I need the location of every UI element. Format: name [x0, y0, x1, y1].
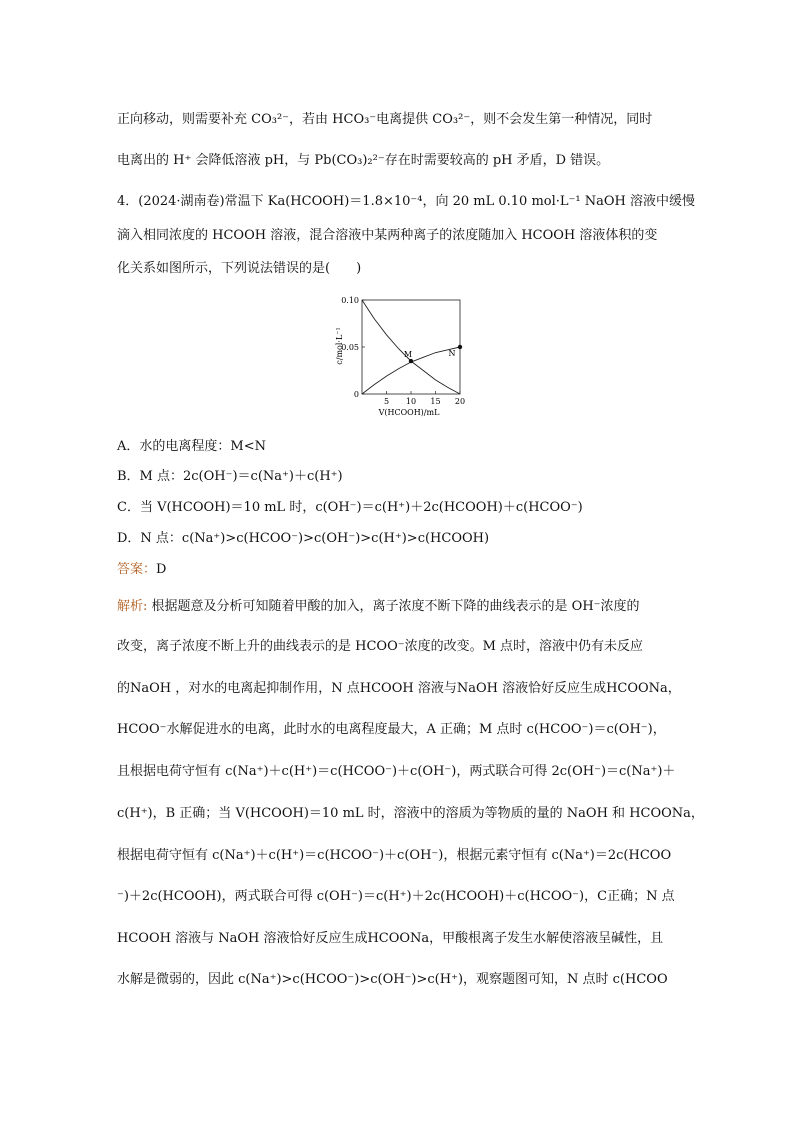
question-line-2: 滴入相同浓度的 HCOOH 溶液，混合溶液中某两种离子的浓度随加入 HCOOH 溶液体积的变 — [117, 228, 658, 243]
point-label-n: N — [448, 349, 456, 358]
analysis-line-7: 根据电荷守恒有 c(Na⁺)＋c(H⁺)＝c(HCOO⁻)＋c(OH⁻)，根据元素守恒有 c(Na⁺)＝2c(HCOO — [117, 848, 672, 863]
question-line-3: 化关系如图所示，下列说法错误的是( ) — [117, 261, 362, 276]
x-tick-label: 10 — [405, 397, 417, 406]
concentration-chart — [325, 290, 475, 420]
answer-value: D — [156, 562, 167, 577]
question-line-1: 4．(2024·湖南卷)常温下 Ka(HCOOH)＝1.8×10⁻⁴，向 20 mL 0.10 mol·L⁻¹ NaOH 溶液中缓慢 — [117, 194, 695, 209]
option-a: A．水的电离程度：M<N — [117, 439, 266, 454]
analysis-line-3: 的NaOH ，对水的电离起抑制作用，N 点HCOOH 溶液与NaOH 溶液恰好反应生成HCOONa， — [117, 681, 681, 696]
series-line-oh — [362, 300, 460, 394]
analysis-line-5: 且根据电荷守恒有 c(Na⁺)＋c(H⁺)＝c(HCOO⁻)＋c(OH⁻)，两式联合可得 2c(OH⁻)＝c(Na⁺)＋ — [117, 764, 676, 779]
x-tick-label: 15 — [430, 397, 441, 406]
analysis-line-10: 水解是微弱的，因此 c(Na⁺)>c(HCOO⁻)>c(OH⁻)>c(H⁺)，观察题图可知，N 点时 c(HCOO — [117, 972, 668, 987]
answer-label: 答案： — [117, 562, 157, 577]
answer-line — [117, 561, 166, 579]
intro-line-1: 正向移动，则需要补充 CO₃²⁻，若由 HCO₃⁻电离提供 CO₃²⁻，则不会发生第一种情况，同时 — [117, 112, 653, 127]
analysis-line-9: HCOOH 溶液与 NaOH 溶液恰好反应生成HCOONa，甲酸根离子发生水解使溶液呈碱性，且 — [117, 931, 664, 946]
x-tick-label: 20 — [454, 397, 466, 406]
analysis-text-1: 根据题意及分析可知随着甲酸的加入，离子浓度不断下降的曲线表示的是 OH⁻浓度的 — [147, 599, 640, 614]
plot-frame — [362, 300, 460, 394]
chart-series — [362, 300, 460, 394]
chart-y-label: c/mol·L⁻¹ — [335, 327, 344, 365]
point-n — [458, 345, 462, 349]
option-c: C．当 V(HCOOH)＝10 mL 时，c(OH⁻)＝c(H⁺)＋2c(HCOOH)＋c(HCOO⁻) — [117, 500, 583, 515]
x-tick-label: 5 — [383, 397, 390, 406]
analysis-line-1 — [117, 598, 640, 616]
intro-line-2: 电离出的 H⁺ 会降低溶液 pH，与 Pb(CO₃)₂²⁻存在时需要较高的 pH 矛盾，D 错误。 — [117, 153, 610, 168]
point-label-m: M — [403, 350, 413, 360]
analysis-line-8: ⁻)＋2c(HCOOH)，两式联合可得 c(OH⁻)＝c(H⁺)＋2c(HCOOH)＋c(HCOO⁻)，C正确；N 点 — [117, 889, 675, 904]
option-b: B．M 点：2c(OH⁻)＝c(Na⁺)＋c(H⁺) — [117, 469, 343, 484]
y-tick-label: 0.10 — [341, 296, 359, 305]
y-tick-label: 0 — [353, 390, 359, 399]
point-m — [409, 359, 413, 363]
option-d: D．N 点：c(Na⁺)>c(HCOO⁻)>c(OH⁻)>c(H⁺)>c(HCOOH) — [117, 531, 490, 546]
analysis-label: 解析: — [117, 599, 148, 614]
y-tick-label: 0.05 — [341, 343, 359, 352]
chart-x-label: V(HCOOH)/mL — [378, 408, 440, 417]
analysis-line-2: 改变，离子浓度不断上升的曲线表示的是 HCOO⁻浓度的改变。M 点时，溶液中仍有未反应 — [117, 639, 644, 654]
analysis-line-4: HCOO⁻水解促进水的电离，此时水的电离程度最大，A 正确；M 点时 c(HCOO⁻)＝c(OH⁻)， — [117, 722, 666, 737]
analysis-line-6: c(H⁺)，B 正确；当 V(HCOOH)＝10 mL 时，溶液中的溶质为等物质的量的 NaOH 和 HCOONa， — [117, 806, 704, 821]
